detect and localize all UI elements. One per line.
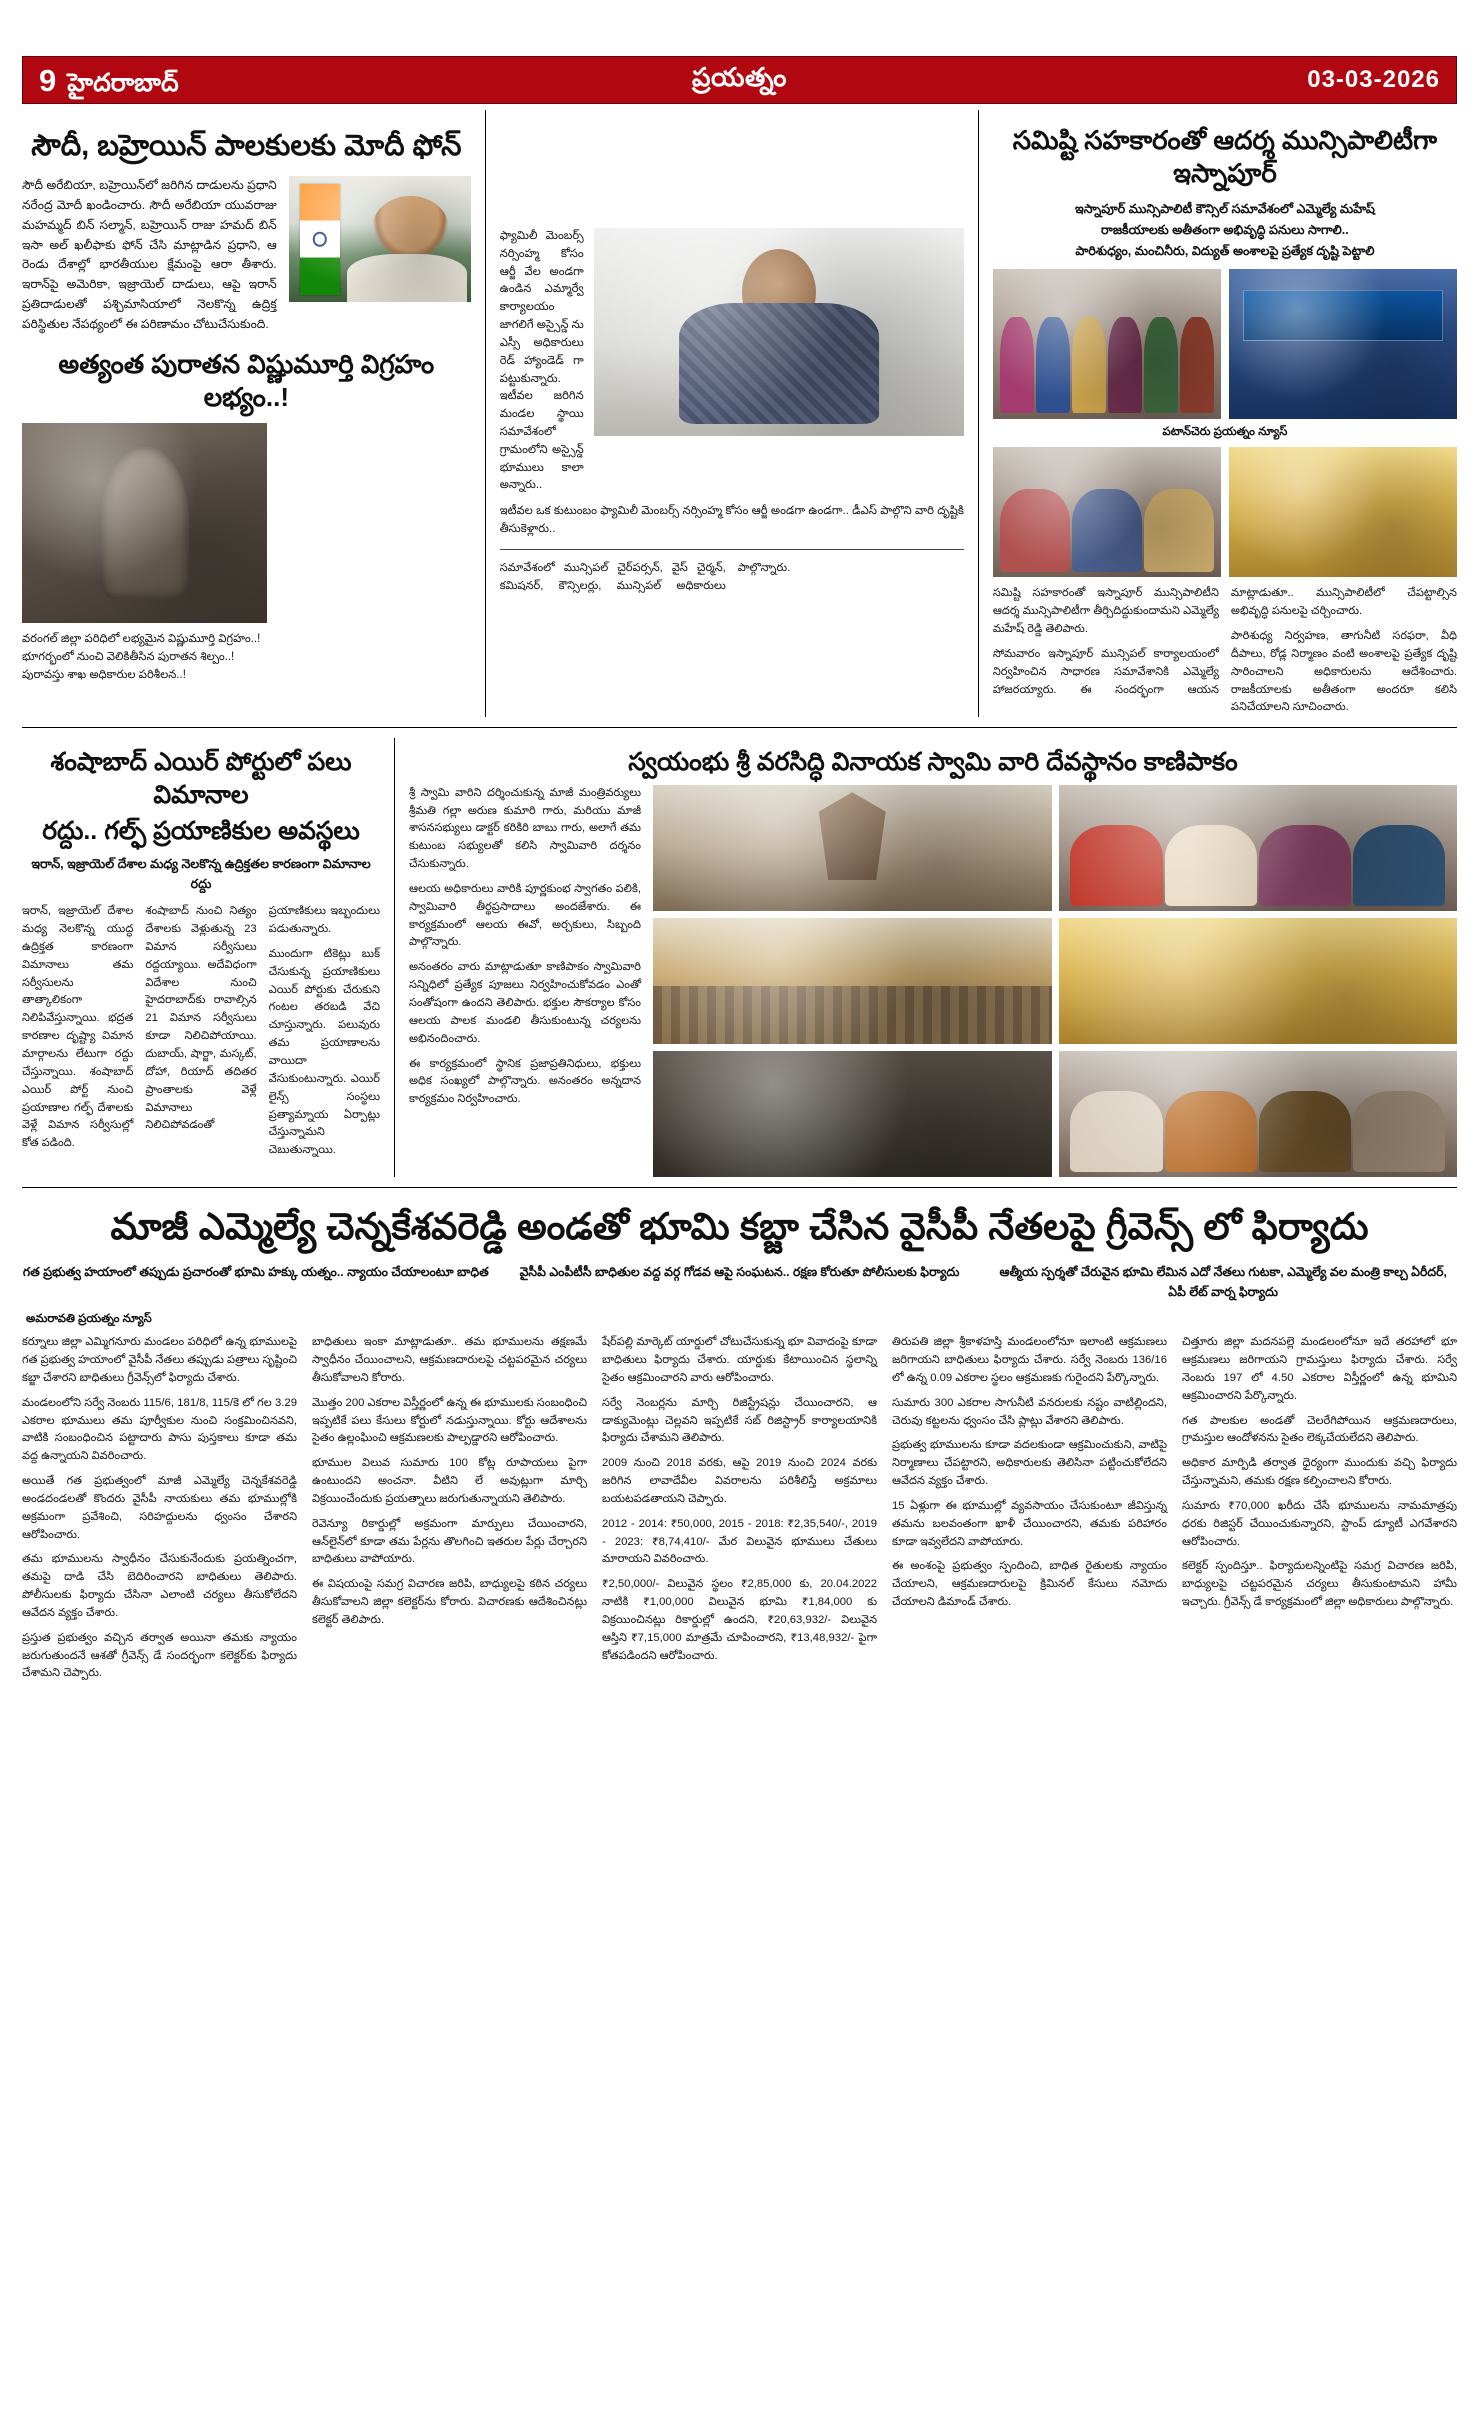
column-divider-2	[978, 110, 979, 717]
column-divider-3	[394, 738, 395, 1177]
council-banner-photo	[1229, 447, 1457, 577]
edition-city: హైదరాబాద్	[67, 68, 179, 97]
main-story-col-2	[312, 1334, 587, 1690]
council-speaker-photo	[993, 447, 1221, 577]
article1-block	[22, 176, 471, 334]
article4-body-tail: సమావేశంలో మున్సిపల్ చైర్‌పర్సన్, వైస్ చైర్మన్, కమిషనర్, కౌన్సిలర్లు, మున్సిపల్ అధికారులు పాల్గొన్నారు.	[499, 561, 791, 592]
article4-para-1: సమిష్టి సహకారంతో ఇస్నాపూర్ మున్సిపాలిటీని ఆదర్శ మున్సిపాలిటీగా తీర్చిదిద్దుకుందామని ఎమ్మెల్యే మహేష్ రెడ్డి తెలిపారు.	[992, 587, 1219, 635]
article6-para-4: ఈ కార్యక్రమంలో స్థానిక ప్రజాప్రతినిధులు, భక్తులు అధిక సంఖ్యలో పాల్గొన్నారు. అనంతరం అన్నదాన కార్యక్రమం నిర్వహించారు.	[409, 1057, 641, 1106]
article6-para-1: శ్రీ స్వామి వారిని దర్శించుకున్న మాజీ మంత్రివర్యులు శ్రీమతి గల్లా అరుణ కుమారి గారు, మరియు మాజీ శాసనసభ్యులు డాక్టర్ కరికిరి బాబు గారు, అలాగే తమ కుటుంబ సభ్యులతో కలిసి స్వామివారి దర్శనం చేసుకున్నారు.	[409, 786, 641, 871]
main-story-lead-2: వైసీపీ ఎంపీటీసీ బాధితుల వద్ద వర్గ గోడవ ఆపై సంఘటన.. రక్షణ కోరుతూ పోలీసులకు ఫిర్యాదు	[519, 1264, 960, 1279]
man-head	[742, 249, 816, 336]
ms-c3-p5: ₹2,50,000/- విలువైన స్థలం ₹2,85,000 కు, 20.04.2022 నాటికి ₹1,00,000 విలువైన భూమి ₹1,84,000 కు విక్రయించినట్లు రికార్డుల్లో ఉందని, ₹20,63,932/- విలువైన ఆస్తిని ₹7,15,000 మాత్రమే చూపించారని, ₹13,48,932/- పైగా కోతపడిందని ఆరోపించారు.	[602, 1578, 877, 1662]
article4-kicker-1: ఇస్నాపూర్ మున్సిపాలిటీ కౌన్సిల్ సమావేశంలో ఎమ్మెల్యే మహేష్	[1074, 202, 1375, 216]
article4-kicker-2: రాజకీయాలకు అతీతంగా అభివృద్ధి పనులు సాగాలి..	[1101, 222, 1349, 237]
article1-body: సౌదీ అరేబియా, బహ్రెయిన్‌లో జరిగిన దాడులను ప్రధాని నరేంద్ర మోదీ ఖండించారు. సౌదీ అరేబియా యువరాజు మహమ్మద్ బిన్ సల్మాన్, బహ్రెయిన్ రాజు హమద్ బిన్ ఇసా అల్ ఖలీఫాకు ఫోన్ చేసి మాట్లాడిన ప్రధాని, ఆ రెండు దేశాల్లో భారతీయుల క్షేమంపై ఆరా తీశారు. ఇరాన్‌పై అమెరికా, ఇజ్రాయెల్ దాడులు, ఆపై ఇరాన్ ప్రతిదాడులతో పశ్చిమాసియాలో నెలకొన్న ఉద్రిక్త పరిస్థితుల నేపథ్యంలో ఈ పరిణామం చోటుచేసుకుంది.	[22, 178, 277, 331]
article6-column	[409, 738, 1457, 1177]
column-b	[500, 110, 964, 717]
ms-c4-p5: ఈ అంశంపై ప్రభుత్వం స్పందించి, బాధిత రైతులకు న్యాయం చేయాలని, ఆక్రమణదారులపై క్రిమినల్ కేసులు నమోదు చేయాలని డిమాండ్ చేశారు.	[892, 1560, 1167, 1609]
council-stage-photo	[1229, 269, 1457, 419]
top-section	[22, 110, 1457, 717]
man-torso	[679, 303, 879, 424]
rule-b1	[500, 549, 964, 550]
page-number: 9	[39, 62, 57, 98]
article3-side-caption: ఫ్యామిలీ మెంబర్స్ నర్సింహ్మ కోసం ఆర్జీ వేల అండగా ఉండిన ఎమ్మార్వే కార్యాలయం జాగలిగే అస్సైన్డ్ ను ఎస్సీ అధికారులు రెడ్ హ్యాండెడ్ గా పట్టుకున్నారు. ఇటీవల జరిగిన మండల స్థాయి సమావేశంలో గ్రామంలోని అస్సైన్డ్ భూములు కాలా అన్నారు..	[499, 230, 584, 492]
ms-c5-p2: గత పాలకుల అండతో చెలరేగిపోయిన ఆక్రమణదారులు, గ్రామస్తుల ఆందోళనను సైతం లెక్కచేయలేదని తెలిపారు.	[1182, 1414, 1457, 1445]
ms-c3-p3: 2009 నుంచి 2018 వరకు, ఆపై 2019 నుంచి 2024 వరకు జరిగిన లావాదేవీల వివరాలను పరిశీలిస్తే అక్రమాలు బయటపడతాయని చెప్పారు.	[602, 1457, 877, 1505]
article1-headline: సౌదీ, బహ్రెయిన్ పాలకులకు మోదీ ఫోన్	[31, 130, 462, 162]
seated-man-photo	[594, 228, 964, 436]
publication-date: 03-03-2026	[1307, 66, 1440, 93]
portrait-body	[347, 254, 467, 302]
ms-c3-p1: షేర్‌పల్లి మార్కెట్ యార్డులో చోటుచేసుకున్న భూ వివాదంపై కూడా బాధితులు ఫిర్యాదు చేశారు. యార్డుకు కేటాయించిన స్థలాన్ని సైతం ఆక్రమించారని వారు ఆరోపించారు.	[602, 1336, 877, 1384]
article2-caption-3: పురావస్తు శాఖ అధికారుల పరిశీలన..!	[22, 669, 186, 681]
article5-headline-line2: రద్దు.. గల్ఫ్ ప్రయాణికుల అవస్థలు	[42, 817, 360, 846]
article2-caption-2: భూగర్భంలో నుంచి వెలికితీసిన పురాతన శిల్పం..!	[22, 651, 235, 664]
article4-para-2: సోమవారం ఇస్నాపూర్ మున్సిపల్ కార్యాలయంలో నిర్వహించిన సాధారణ సమావేశానికి ఎమ్మెల్యే హాజరయ్యారు. ఈ సందర్భంగా ఆయన మాట్లాడుతూ.. మున్సిపాలిటీలో చేపట్టాల్సిన అభివృద్ధి పనులపై చర్చించారు.	[992, 587, 1457, 696]
ms-c2-p3: భూముల విలువ సుమారు 100 కోట్ల రూపాయలు పైగా ఉంటుందని అంచనా. వీటిని లే అవుట్లుగా మార్చి విక్రయించేందుకు ప్రయత్నాలు జరుగుతున్నాయని తెలిపారు.	[312, 1457, 587, 1505]
temple-hall-photo	[653, 918, 1052, 1044]
article4-para-3: పారిశుధ్య నిర్వహణ, తాగునీటి సరఫరా, వీధి దీపాలు, రోడ్ల నిర్మాణం వంటి అంశాలపై ప్రత్యేక దృష్టి సారించాలని అధికారులను ఆదేశించారు. రాజకీయాలకు అతీతంగా అందరూ కలిసి పనిచేయాలని సూచించారు.	[1230, 629, 1457, 714]
article5-headline-line1: శంషాబాద్ ఎయిర్ పోర్టులో పలు విమానాల	[50, 748, 352, 809]
article2-block	[22, 423, 471, 623]
article5-para-1: ఇరాన్, ఇజ్రాయెల్ దేశాల మధ్య నెలకొన్న యుద్ధ ఉద్రిక్తత కారణంగా విమానాలు తమ సర్వీసులను తాత్కాలికంగా నిలిపివేస్తున్నాయి. భద్రత కారణాల దృష్ట్యా విమాన మార్గాలను లేటుగా రద్దు చేస్తున్నాయి. శంషాబాద్ ఎయిర్ పోర్ట్ నుంచి ప్రయాణాల గల్ఫ్ దేశాలకు వెళ్లే విమాన సర్వీసుల్లో కోత పడింది.	[22, 905, 134, 1150]
article4-photo-row-2	[993, 447, 1457, 577]
main-story-headline: మాజీ ఎమ్మెల్యే చెన్నకేశవరెడ్డి అండతో భూమి కబ్జా చేసిన వైసీపీ నేతలపై గ్రీవెన్స్ లో ఫిర్యాదు	[110, 1205, 1369, 1247]
main-story-lead-1: గత ప్రభుత్వ హయాంలో తప్పుడు ప్రచారంతో భూమి హక్కు యత్నం.. న్యాయం చేయాలంటూ బాధిత	[22, 1264, 489, 1279]
temple-visit-photo	[1059, 785, 1458, 911]
gopuram-shape	[792, 792, 912, 880]
article2-headline: అత్యంత పురాతన విష్ణుమూర్తి విగ్రహం లభ్యం..!	[58, 349, 435, 412]
ms-c5-p3: అధికార మార్పిడి తర్వాత ధైర్యంగా ముందుకు వచ్చి ఫిర్యాదు చేస్తున్నామని, తమకు రక్షణ కల్పించాలని కోరారు.	[1182, 1457, 1457, 1488]
portrait-face	[372, 196, 448, 262]
ms-c5-p1: చిత్తూరు జిల్లా మదనపల్లె మండలంలోనూ ఇదే తరహాలో భూ ఆక్రమణలు జరిగాయని గ్రామస్తులు ఫిర్యాదు చేశారు. సర్వే నెంబరు 197 లో 4.50 ఎకరాల విస్తీర్ణంలో ఉన్న భూమిని ఆక్రమించారని పేర్కొన్నారు.	[1182, 1336, 1457, 1402]
ms-c3-p4: 2012 - 2014: ₹50,000, 2015 - 2018: ₹2,35,540/-, 2019 - 2023: ₹8,74,410/- మేర విలువైన భూములు చేతులు మారాయని వివరించారు.	[602, 1517, 877, 1566]
ms-c2-p1: బాధితులు ఇంకా మాట్లాడుతూ.. తమ భూములను తక్షణమే స్వాధీనం చేయించాలని, ఆక్రమణదారులపై చట్టపరమైన చర్యలు తీసుకోవాలని కోరారు.	[312, 1336, 587, 1384]
masthead-left	[39, 62, 179, 98]
council-group-photo	[993, 269, 1221, 419]
ms-c2-p2: మొత్తం 200 ఎకరాల విస్తీర్ణంలో ఉన్న ఈ భూములకు సంబంధించి ఇప్పటికే పలు కేసులు కోర్టులో నడుస్తున్నాయి. కోర్టు ఆదేశాలను సైతం ఉల్లంఘించి ఆక్రమణలకు పాల్పడ్డారని ఆరోపించారు.	[312, 1396, 587, 1445]
ms-c1-p1: కర్నూలు జిల్లా ఎమ్మిగనూరు మండలం పరిధిలో ఉన్న భూములపై గత ప్రభుత్వ హయాంలో వైసీపీ నేతలు తప్పుడు పత్రాలు సృష్టించి కబ్జా చేశారని బాధితులు గ్రీవెన్స్‌లో ఫిర్యాదు చేశారు.	[22, 1336, 297, 1384]
vishnu-idol-photo	[22, 423, 267, 623]
ms-c1-p5: ప్రస్తుత ప్రభుత్వం వచ్చిన తర్వాత అయినా తమకు న్యాయం జరుగుతుందనే ఆశతో గ్రీవెన్స్ డే సందర్భంగా కలెక్టర్‌కు ఫిర్యాదు చేశామని చెప్పారు.	[22, 1631, 297, 1680]
main-story-section	[22, 1204, 1457, 1691]
section-rule-2	[22, 1187, 1457, 1188]
article4-kicker-3: పారిశుధ్యం, మంచినీరు, విద్యుత్ అంశాలపై ప్రత్యేక దృష్టి పెట్టాలి	[1075, 243, 1375, 258]
article3-block	[500, 228, 964, 495]
ms-c4-p4: 15 ఏళ్లుగా ఈ భూముల్లో వ్యవసాయం చేసుకుంటూ జీవిస్తున్న తమను బలవంతంగా ఖాళీ చేయించారని, తమకు పరిహారం కూడా ఇవ్వలేదని వాపోయారు.	[892, 1499, 1167, 1548]
main-story-col-4	[892, 1334, 1167, 1690]
indian-flag-icon	[300, 184, 340, 295]
ms-c2-p5: ఈ విషయంపై సమగ్ర విచారణ జరిపి, బాధ్యులపై కఠిన చర్యలు తీసుకోవాలని జిల్లా కలెక్టర్‌ను కోరారు. విచారణకు ఆదేశించినట్లు కలెక్టర్ తెలిపారు.	[312, 1578, 587, 1626]
article6-para-2: ఆలయ అధికారులు వారికి పూర్ణకుంభ స్వాగతం పలికి, స్వామివారి తీర్థప్రసాదాలు అందజేశారు. ఈ కార్యక్రమంలో ఆలయ ఈవో, అర్చకులు, సిబ్బంది పాల్గొన్నారు.	[409, 882, 641, 949]
speaker-people	[993, 489, 1221, 572]
article5-body	[22, 903, 380, 1160]
main-story-lead-3: ఆత్మీయ స్పర్శతో చేరువైన భూమి లేమిన ఎదో నేతలు గుటకా, ఎమ్మెల్యే వల మంత్రి కాల్చ ఏరీదర్, ఏపీ లేట్ వార్న ఫిర్యాదు	[999, 1264, 1447, 1300]
middle-section	[22, 738, 1457, 1177]
visit-people	[1059, 825, 1458, 906]
article5-kicker: ఇరాన్, ఇజ్రాయెల్ దేశాల మధ్య నెలకొన్న ఉద్రిక్తతల కారణంగా విమానాల రద్దు	[31, 856, 371, 892]
article3-extra-body	[500, 560, 964, 596]
ms-c2-p4: రెవెన్యూ రికార్డుల్లో అక్రమంగా మార్పులు చేయించారని, ఆన్‌లైన్‌లో కూడా తమ పేర్లను తొలగించి ఇతరుల పేర్లు చేర్చారని బాధితులు వాపోయారు.	[312, 1517, 587, 1566]
main-story-byline: అమరావతి ప్రయత్నం న్యూస్	[26, 1313, 152, 1326]
main-story-col-5	[1182, 1334, 1457, 1690]
article5-para-2: శంషాబాద్ నుంచి నిత్యం దేశాలకు వెళ్లుతున్న 23 విమాన సర్వీసులు రద్దయ్యాయి. అదేవిధంగా విదేశాల నుంచి హైదరాబాద్‌కు రావాల్సిన 21 విమాన సర్వీసులు కూడా నిలిచిపోయాయి. దుబాయ్, షార్జా, మస్కట్, దోహా, రియాద్ తదితర ప్రాంతాలకు వెళ్లే విమానాలు నిలిచిపోవడంతో ప్రయాణికులు ఇబ్బందులు పడుతున్నారు.	[145, 905, 380, 1132]
main-story-col-3	[602, 1334, 877, 1690]
masthead	[22, 56, 1457, 104]
ms-c4-p1: తిరుపతి జిల్లా శ్రీకాళహస్తి మండలంలోనూ ఇలాంటి ఆక్రమణలు జరిగాయని బాధితులు ఫిర్యాదు చేశారు. సర్వే నెంబరు 136/16 లో ఉన్న 0.09 ఎకరాల స్థలం ఆక్రమణకు గురైందని పేర్కొన్నారు.	[892, 1336, 1167, 1384]
temple-gopuram-photo	[653, 785, 1052, 911]
article6-para-3: అనంతరం వారు మాట్లాడుతూ కాణిపాకం స్వామివారి సన్నిధిలో ప్రత్యేక పూజలు నిర్వహించుకోవడం ఎంతో సంతోషంగా ఉందని తెలిపారు. భక్తుల సౌకర్యాల కోసం ఆలయ పాలక మండలి తీసుకుంటున్న చర్యలను అభినందించారు.	[409, 961, 641, 1045]
article4-headline: సమిష్టి సహకారంతో ఆదర్శ మున్సిపాలిటీగా ఇస్నాపూర్	[1012, 125, 1438, 188]
main-story-col-1	[22, 1334, 297, 1690]
article2-caption-1: వరంగల్ జిల్లా పరిధిలో లభ్యమైన విష్ణుమూర్తి విగ్రహం..!	[22, 633, 261, 646]
modi-phone-photo	[289, 176, 471, 302]
column-a	[22, 110, 471, 717]
main-story-columns	[22, 1334, 1457, 1690]
temple-group-people	[1059, 1091, 1458, 1172]
ms-c4-p3: ప్రభుత్వ భూములను కూడా వదలకుండా ఆక్రమించుకుని, వాటిపై నిర్మాణాలు చేపట్టారని, అధికారులకు తెలిసినా పట్టించుకోలేదని ఆవేదన వ్యక్తం చేశారు.	[892, 1439, 1167, 1488]
ms-c3-p2: సర్వే నెంబర్లను మార్చి రిజిస్ట్రేషన్లు చేయించారని, ఆ డాక్యుమెంట్లు చెల్లవని ఇప్పటికే సబ్ రిజిస్ట్రార్ కార్యాలయానికి ఫిర్యాదు చేశామని తెలిపారు.	[602, 1396, 877, 1445]
ms-c5-p4: సుమారు ₹70,000 ఖరీదు చేసే భూములను నామమాత్రపు ధరకు రిజిస్టర్ చేయించుకున్నారని, స్టాంప్ డ్యూటీ ఎగవేశారని ఆరోపించారు.	[1182, 1499, 1457, 1548]
article4-body	[993, 585, 1457, 717]
ms-c4-p2: సుమారు 300 ఎకరాల సాగునీటి వనరులకు నష్టం వాటిల్లిందని, చెరువు కట్టలను ధ్వంసం చేసి ప్లాట్లు వేశారని తెలిపారు.	[892, 1396, 1167, 1427]
group-people	[993, 317, 1221, 413]
article3-side-caption-2: ఇటీవల ఒక కుటుంబం ఫ్యామిలీ మెంబర్స్ నర్సింహ్మ కోసం ఆర్జీ అండగా ఉండగా.. డీఎస్ పాల్గొని వారి దృష్టికి తీసుకెళ్లారు..	[499, 505, 964, 535]
ms-c1-p3: అయితే గత ప్రభుత్వంలో మాజీ ఎమ్మెల్యే చెన్నకేశవరెడ్డి అండదండలతో కొందరు వైసీపీ నాయకులు తమ భూముల్లోకి అక్రమంగా ప్రవేశించి, సరిహద్దులను ధ్వంసం చేశారని ఆరోపించారు.	[22, 1475, 297, 1541]
article5-column	[22, 738, 380, 1177]
temple-deity-photo	[1059, 918, 1458, 1044]
ms-c1-p2: మండలంలోని సర్వే నెంబరు 115/6, 181/8, 115/కె లో గల 3.29 ఎకరాల భూములు తమ పూర్వీకుల నుంచి సంక్రమించినవని, వాటికి సంబంధించిన పట్టాదారు పాసు పుస్తకాలు కూడా తమ వద్ద ఉన్నాయని వివరించారు.	[22, 1396, 297, 1463]
article6-photo-grid	[653, 785, 1457, 1177]
article4-photo-row-1	[993, 269, 1457, 419]
article5-para-3: ముందుగా టికెట్లు బుక్ చేసుకున్న ప్రయాణికులు ఎయిర్ పోర్టుకు చేరుకుని గంటల తరబడి వేచి చూస్తున్నారు. పలువురు తమ ప్రయాణాలను వాయిదా వేసుకుంటున్నారు. ఎయిర్ లైన్స్ సంస్థలు ప్రత్యామ్నాయ ఏర్పాట్లు చేస్తున్నామని చెబుతున్నాయి.	[268, 947, 380, 1157]
section-rule-1	[22, 727, 1457, 728]
temple-meeting-photo	[653, 1051, 1052, 1177]
stage-banner	[1243, 290, 1444, 341]
idol-figure	[100, 447, 188, 599]
article6-body	[409, 785, 641, 1177]
hall-crowd	[653, 986, 1052, 1044]
newspaper-page	[0, 56, 1479, 2420]
paper-title: ప్రయత్నం	[692, 61, 787, 92]
column-divider-1	[485, 110, 486, 717]
ms-c1-p4: తమ భూములను స్వాధీనం చేసుకునేందుకు ప్రయత్నించగా, తమపై దాడి చేసి బెదిరించారని బాధితులు తెలిపారు. పోలీసులకు ఫిర్యాదు చేసినా ఎలాంటి చర్యలు తీసుకోలేదని ఆవేదన వ్యక్తం చేశారు.	[22, 1553, 297, 1619]
ms-c5-p5: కలెక్టర్ స్పందిస్తూ.. ఫిర్యాదులన్నింటిపై సమగ్ర విచారణ జరిపి, బాధ్యులపై చట్టపరమైన చర్యలు తీసుకుంటామని హామీ ఇచ్చారు. గ్రీవెన్స్ డే కార్యక్రమంలో జిల్లా అధికారులు పాల్గొన్నారు.	[1182, 1560, 1457, 1609]
column-c	[993, 110, 1457, 717]
article6-headline: స్వయంభు శ్రీ వరసిద్ధి వినాయక స్వామి వారి దేవస్థానం కాణిపాకం	[628, 748, 1238, 777]
article4-byline: పటాన్‌చెరు ప్రయత్నం న్యూస్	[1162, 426, 1288, 439]
temple-group-photo	[1059, 1051, 1458, 1177]
